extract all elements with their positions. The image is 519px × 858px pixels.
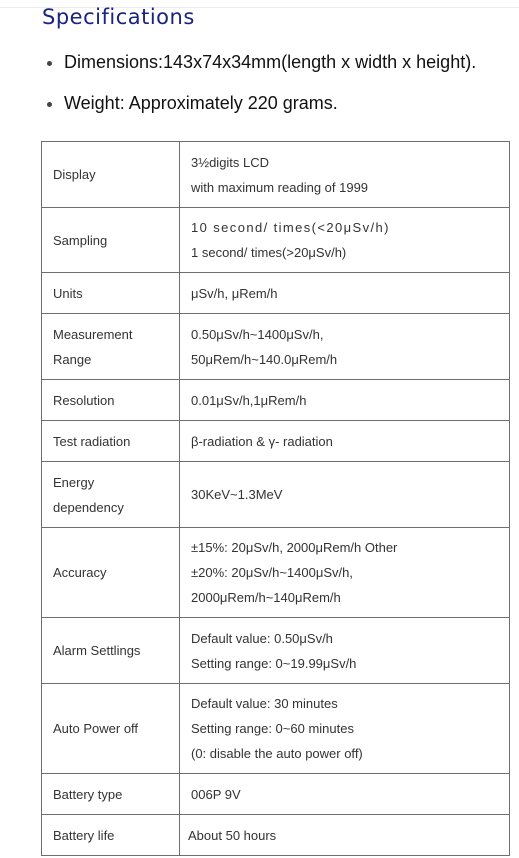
table-row <box>42 684 510 774</box>
spec-value: β-radiation & γ- radiation <box>180 421 510 462</box>
table-row <box>42 314 510 380</box>
spec-label: Sampling <box>42 208 180 273</box>
bullet-dot-icon <box>47 61 52 66</box>
spec-value: 0.01μSv/h,1μRem/h <box>180 380 510 421</box>
table-row <box>42 421 510 462</box>
spec-table <box>41 141 510 856</box>
spec-label: Energy dependency <box>42 462 180 528</box>
table-row <box>42 774 510 815</box>
spec-label: Battery life <box>42 815 180 856</box>
spec-bullet-list <box>44 50 514 132</box>
spec-value: About 50 hours <box>180 815 510 856</box>
table-row <box>42 815 510 856</box>
spec-value: Default value: 0.50μSv/h Setting range: 0~19.99μSv/h <box>180 618 510 684</box>
section-heading: Specifications <box>42 5 195 29</box>
spec-value: 0.50μSv/h~1400μSv/h, 50μRem/h~140.0μRem/h <box>180 314 510 380</box>
table-row <box>42 618 510 684</box>
bullet-weight: Weight: Approximately 220 grams. <box>44 91 514 115</box>
table-row <box>42 208 510 273</box>
spec-label: Measurement Range <box>42 314 180 380</box>
table-row <box>42 462 510 528</box>
table-row <box>42 142 510 208</box>
spec-value: 10 second/ times(<20μSv/h) 1 second/ times(>20μSv/h) <box>180 208 510 273</box>
table-row <box>42 380 510 421</box>
spec-label: Accuracy <box>42 528 180 618</box>
spec-value: μSv/h, μRem/h <box>180 273 510 314</box>
spec-value: ±15%: 20μSv/h, 2000μRem/h Other ±20%: 20μSv/h~1400μSv/h, 2000μRem/h~140μRem/h <box>180 528 510 618</box>
bullet-dot-icon <box>47 102 52 107</box>
table-row <box>42 273 510 314</box>
spec-value: 006P 9V <box>180 774 510 815</box>
spec-value: 30KeV~1.3MeV <box>180 462 510 528</box>
spec-label: Battery type <box>42 774 180 815</box>
spec-label: Resolution <box>42 380 180 421</box>
spec-label: Units <box>42 273 180 314</box>
bullet-dimensions: Dimensions:143x74x34mm(length x width x height). <box>44 50 514 74</box>
spec-label: Display <box>42 142 180 208</box>
spec-label: Auto Power off <box>42 684 180 774</box>
spec-value: Default value: 30 minutes Setting range: 0~60 minutes (0: disable the auto power off) <box>180 684 510 774</box>
spec-label: Test radiation <box>42 421 180 462</box>
spec-label: Alarm Settlings <box>42 618 180 684</box>
spec-value: 3½digits LCD with maximum reading of 1999 <box>180 142 510 208</box>
table-row <box>42 528 510 618</box>
